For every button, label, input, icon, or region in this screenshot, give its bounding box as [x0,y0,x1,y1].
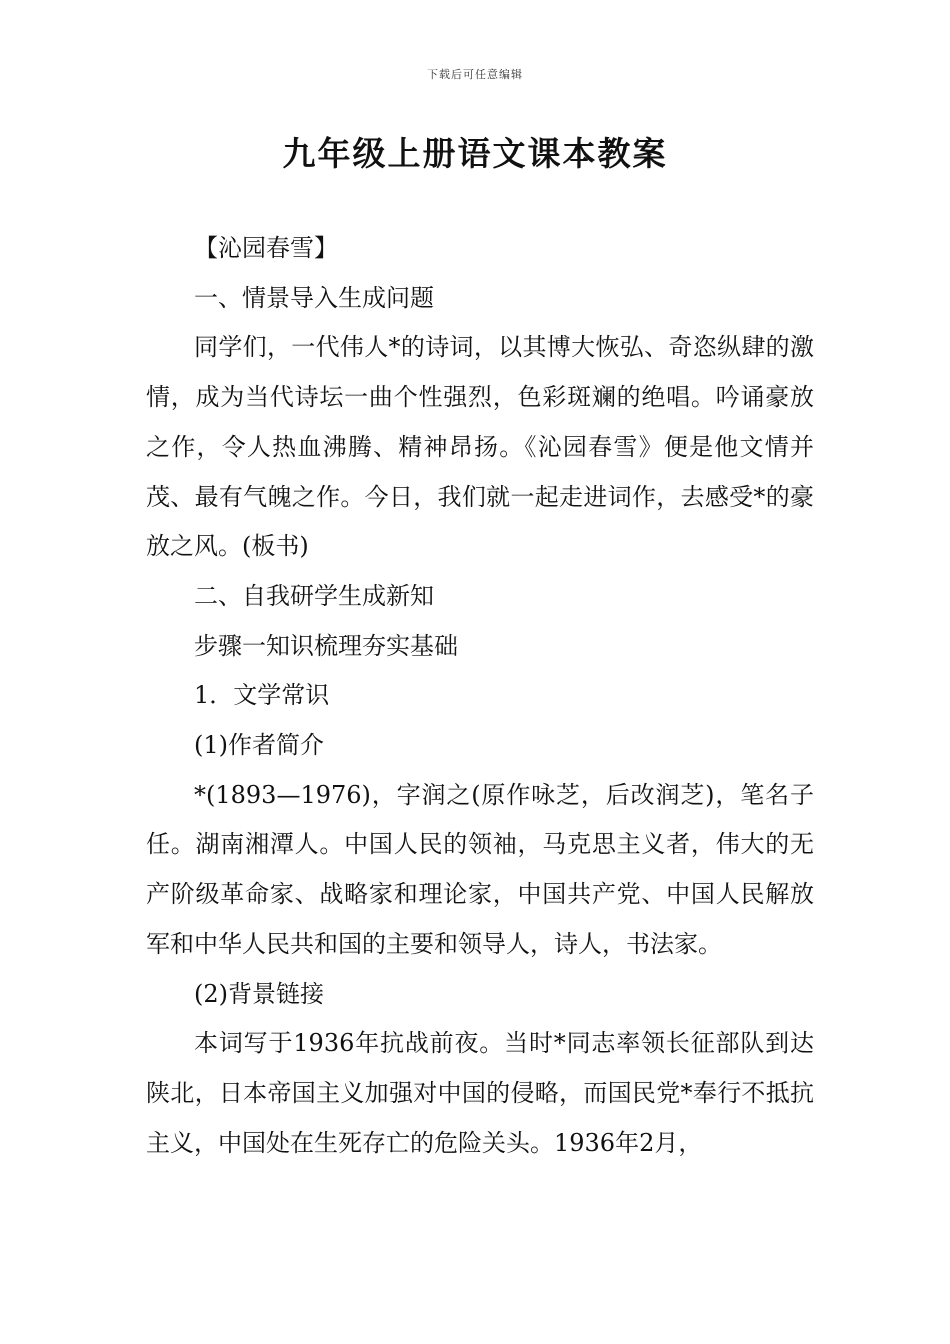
subheading-literary-knowledge: 1．文学常识 [194,681,330,710]
document-body [146,224,814,1168]
paragraph-intro: 同学们，一代伟人*的诗词，以其博大恢弘、奇恣纵肆的激情，成为当代诗坛一曲个性强烈，色彩斑斓的绝唱。吟诵豪放之作，令人热血沸腾、精神昂扬。《沁园春雪》便是他文情并茂、最有气魄之作。今日，我们就一起走进词作，去感受*的豪放之风。(板书) [146,333,814,561]
section-heading-self-study: 二、自我研学生成新知 [194,581,434,610]
section-heading-intro: 一、情景导入生成问题 [194,283,434,312]
step-heading: 步骤一知识梳理夯实基础 [194,631,458,660]
subheading-background: (2)背景链接 [194,979,324,1008]
document-title: 九年级上册语文课本教案 [282,134,668,173]
paragraph-background: 本词写于1936年抗战前夜。当时*同志率领长征部队到达陕北，日本帝国主义加强对中国的侵略，而国民党*奉行不抵抗主义，中国处在生死存亡的危险关头。1936年2月， [146,1029,814,1157]
subheading-author-intro: (1)作者简介 [194,731,324,760]
section-heading-poem-title: 【沁园春雪】 [194,234,338,262]
paragraph-author-bio: *(1893—1976)，字润之(原作咏芝，后改润芝)，笔名子任。湖南湘潭人。中国人民的领袖，马克思主义者，伟大的无产阶级革命家、战略家和理论家，中国共产党、中国人民解放军和中华人民共和国的主要和领导人，诗人，书法家。 [146,780,814,958]
header-note: 下载后可任意编辑 [427,68,523,81]
